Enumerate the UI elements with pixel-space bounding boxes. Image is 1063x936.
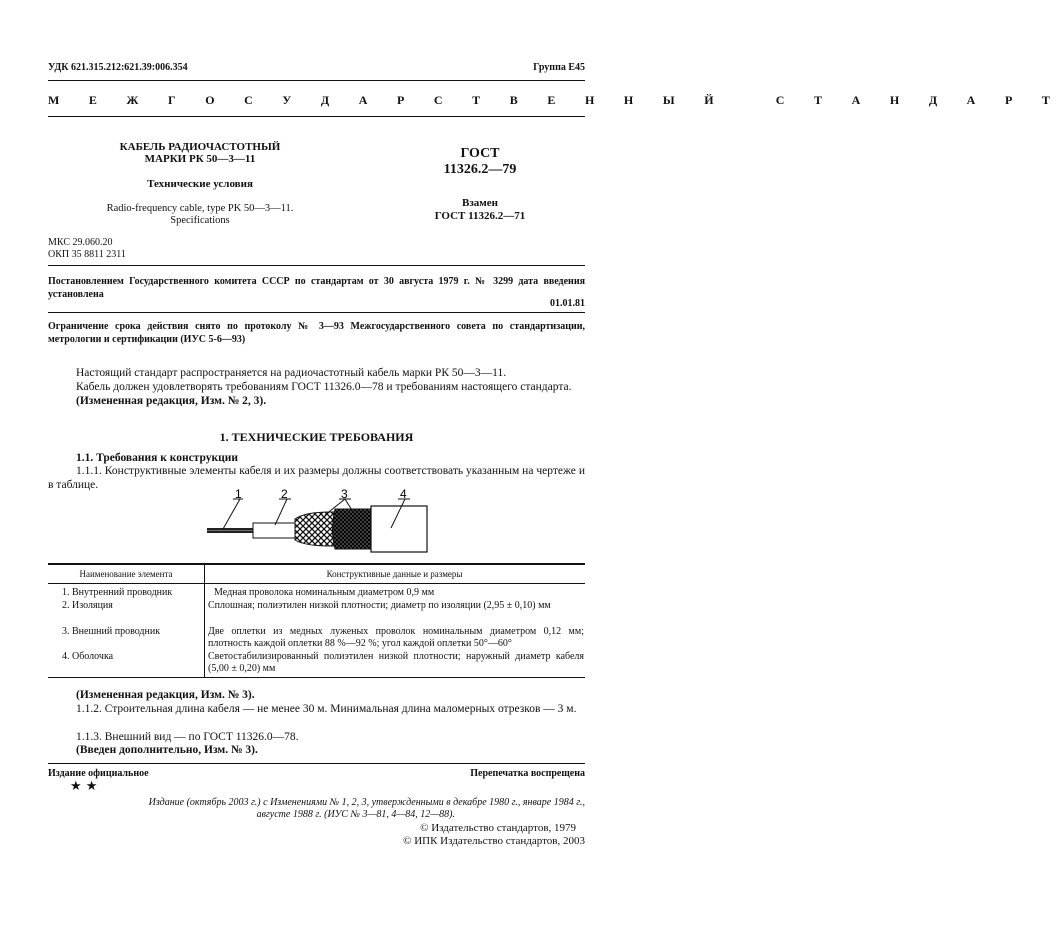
table-header-rule — [48, 583, 585, 584]
footer-rule — [48, 763, 585, 764]
section-heading: 1. ТЕХНИЧЕСКИЕ ТРЕБОВАНИЯ — [219, 430, 414, 444]
table-cell-element: 3. Внешний проводник — [62, 626, 161, 637]
table-top-rule — [48, 563, 585, 565]
table-header-data: Конструктивные данные и размеры — [326, 569, 463, 579]
amendment-note-2: (Введен дополнительно, Изм. № 3). — [76, 744, 258, 756]
edition-info — [48, 797, 585, 821]
official-edition: Издание официальное — [48, 768, 149, 779]
classification-codes — [48, 237, 126, 261]
sheath-shape — [371, 506, 427, 552]
table-cell-data: Светостабилизированный полиэтилен низкой плотности; наружный диаметр кабеля (5,00 ± 0,20) мм — [208, 651, 584, 674]
amendment-note-1: (Измененная редакция, Изм. № 3). — [76, 689, 255, 701]
title-block — [80, 141, 320, 165]
gost-number: 11326.2—79 — [443, 162, 517, 177]
english-line-1: Radio-frequency cable, type PK 50—3—11. — [106, 203, 294, 214]
table-bottom-rule — [48, 677, 585, 678]
drawing-label-1: 1 — [235, 487, 242, 501]
english-line-2: Specifications — [170, 215, 230, 226]
standard-type: М Е Ж Г О С У Д А Р С Т В Е Н Н Ы Й С Т А Н Д А Р Т — [48, 93, 1063, 107]
table-cell-data: Две оплетки из медных луженых проволок номинальным диаметром 0,12 мм; плотность каждой оплетки 88 %—92 %; угол каждой оплетки 50°—60° — [208, 626, 584, 649]
limitation-text: Ограничение срока действия снято по протоколу № 3—93 Межгосударственного совета по стандартизации, метрологии и сертификации (ИУС 5-6—93) — [48, 321, 585, 345]
edition-line-2: августе 1988 г. (ИУС № 3—81, 4—84, 12—88). — [256, 809, 455, 820]
table-cell-data: Сплошная; полиэтилен низкой плотности; диаметр по изоляции (2,95 ± 0,10) мм — [208, 600, 551, 611]
drawing-label-3: 3 — [341, 487, 348, 501]
mks-code: МКС 29.060.20 — [48, 237, 113, 248]
replaces-number: ГОСТ 11326.2—71 — [434, 210, 526, 222]
decree-rule — [48, 312, 585, 313]
english-title — [80, 203, 320, 227]
drawing-label-2: 2 — [281, 487, 288, 501]
cable-drawing — [195, 487, 435, 556]
copyright-block — [403, 822, 585, 848]
drawing-label-4: 4 — [400, 487, 407, 501]
subtitle: Технические условия — [147, 178, 253, 190]
gost-block — [410, 146, 550, 178]
table-column-divider — [204, 563, 205, 677]
table-header-element: Наименование элемента — [79, 569, 173, 579]
reprint-notice: Перепечатка воспрещена — [470, 768, 585, 779]
table-cell-element: 4. Оболочка — [62, 651, 114, 662]
gost-label: ГОСТ — [460, 146, 500, 161]
copyright-2003: © ИПК Издательство стандартов, 2003 — [403, 835, 585, 847]
udk-code: УДК 621.315.212:621.39:006.354 — [48, 62, 188, 73]
table-cell-element: 1. Внутренний проводник — [62, 587, 173, 598]
copyright-1979: © Издательство стандартов, 1979 — [420, 822, 577, 834]
top-rule — [48, 80, 585, 81]
clause-1-1-3: 1.1.3. Внешний вид — по ГОСТ 11326.0—78. — [76, 731, 299, 743]
clause-1-1-1: 1.1.1. Конструктивные элементы кабеля и их размеры должны соответствовать указанным на чертеже и в таблице. — [48, 465, 585, 491]
group-code: Группа Е45 — [533, 62, 585, 73]
clause-1-1-2: 1.1.2. Строительная длина кабеля — не менее 30 м. Минимальная длина маломерных отрезков — 3 м. — [76, 703, 577, 715]
table-cell-data: Медная проволока номинальным диаметром 0,9 мм — [214, 587, 435, 598]
outer-braid-2-shape — [333, 509, 374, 549]
intro-amendment-note: (Измененная редакция, Изм. № 2, 3). — [76, 395, 267, 407]
stars: ★ ★ — [70, 779, 98, 794]
decree-text: Постановлением Государственного комитета СССР по стандартам от 30 августа 1979 г. № 3299 дата введения установлена — [48, 276, 585, 300]
replaces-block — [410, 197, 550, 223]
subsection-heading: 1.1. Требования к конструкции — [76, 452, 238, 464]
table-cell-element: 2. Изоляция — [62, 600, 113, 611]
title-line-1: КАБЕЛЬ РАДИОЧАСТОТНЫЙ — [119, 141, 281, 153]
title-line-2: МАРКИ РК 50—3—11 — [144, 153, 256, 165]
intro — [48, 366, 585, 408]
edition-line-1: Издание (октябрь 2003 г.) с Изменениями № 1, 2, 3, утвержденными в декабре 1980 г., январе 1984 г., — [148, 797, 585, 808]
intro-paragraph-1: Настоящий стандарт распространяется на радиочастотный кабель марки РК 50—3—11. — [76, 367, 507, 379]
under-type-rule — [48, 116, 585, 117]
decree-date: 01.01.81 — [550, 298, 585, 309]
intro-paragraph-2: Кабель должен удовлетворять требованиям ГОСТ 11326.0—78 и требованиям настоящего стандарта. — [76, 381, 572, 393]
codes-rule — [48, 265, 585, 266]
replaces-label: Взамен — [462, 197, 498, 209]
okp-code: ОКП 35 8811 2311 — [48, 249, 126, 260]
